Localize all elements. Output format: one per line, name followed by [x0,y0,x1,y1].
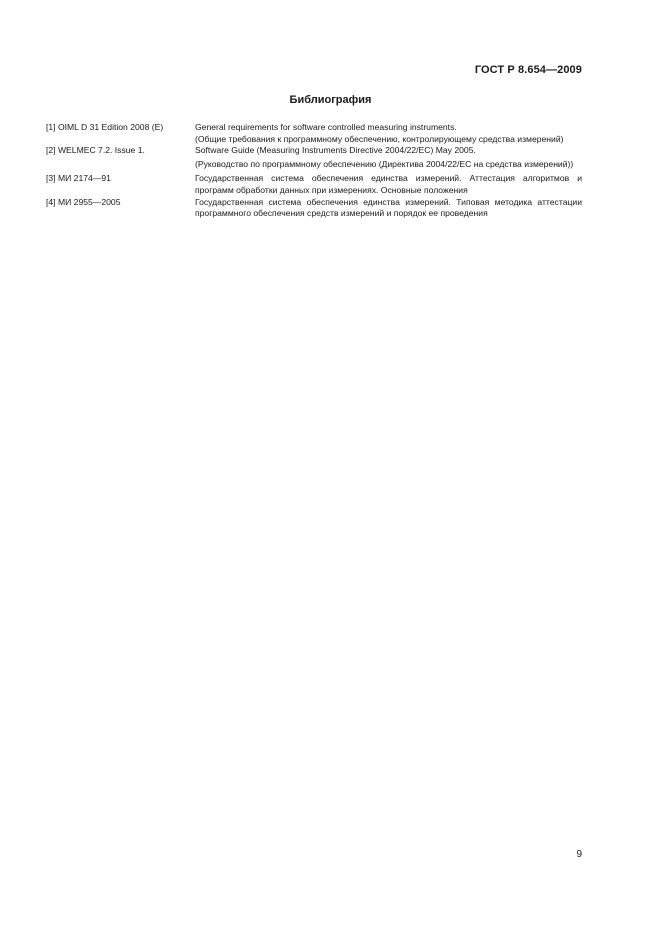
bibliography-text [195,122,582,145]
bibliography-line: Государственная система обеспечения единства измерений. Аттестация алгоритмов и программ обработки данных при измерениях. Основные положения [195,173,582,195]
bibliography-line: General requirements for software controlled measuring instruments. [195,122,457,132]
bibliography-entry [46,145,582,170]
bibliography-entry [46,197,582,220]
bibliography-text [195,197,582,220]
page-number: 9 [576,849,582,860]
bibliography-line: (Руководство по программному обеспечению (Директива 2004/22/ЕС на средства измерений)) [195,158,574,169]
bibliography-line: Software Guide (Measuring Instruments Directive 2004/22/EC) May 2005. [195,145,476,156]
bibliography-ref: [2] WELMEC 7.2. Issue 1. [46,145,145,156]
bibliography-entry [46,122,582,145]
bibliography-entry [46,173,582,196]
document-code: ГОСТ Р 8.654—2009 [474,64,582,76]
bibliography-ref: [3] МИ 2174—91 [46,173,111,184]
bibliography-text [195,173,582,196]
bibliography-line: (Общие требования к программному обеспечению, контролирующему средства измерений) [195,133,564,144]
bibliography-line: Государственная система обеспечения единства измерений. Типовая методика аттестации программного обеспечения средств измерений и порядок ее проведения [195,196,582,219]
bibliography-ref: [4] МИ 2955—2005 [46,196,121,207]
bibliography-list [46,122,582,220]
bibliography-text [195,145,582,170]
section-title: Библиография [289,94,372,106]
bibliography-ref: [1] OIML D 31 Edition 2008 (E) [46,122,164,132]
